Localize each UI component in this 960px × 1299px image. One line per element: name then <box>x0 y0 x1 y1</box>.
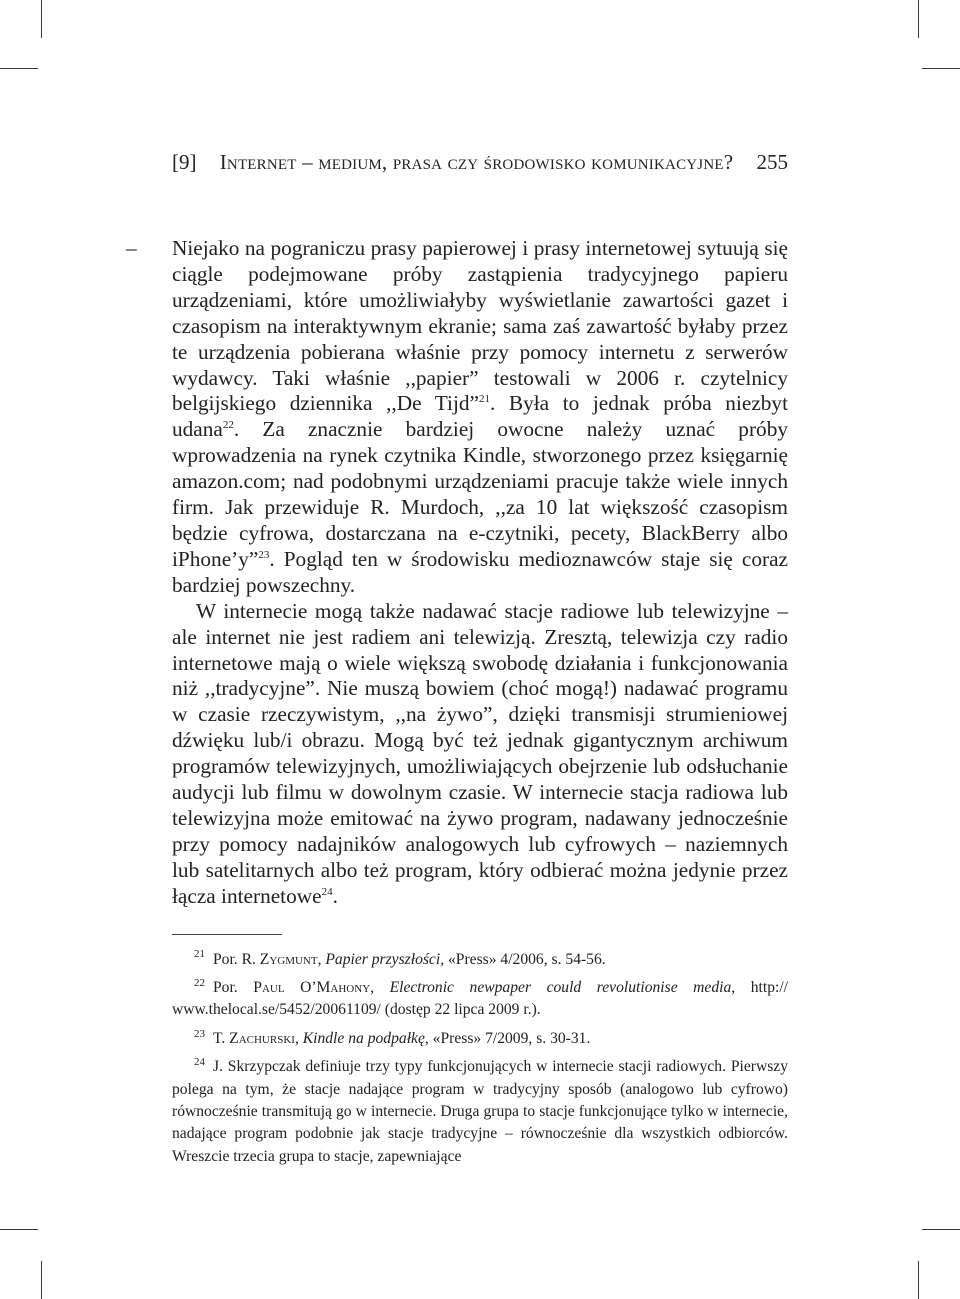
footnote-text: J. Skrzypczak definiuje trzy typy funkcjonujących w internecie stacji radiowych. Pierwszy polega na tym, że stacje nadające program w tradycyjny sposób (analogowo lub cyfrowo) równocześnie transmitują go w internecie. Druga grupa to stacje funkcjonujące tylko w internecie, nadające program podobnie jak stacje tradycyjne – równocześnie dla wszystkich odbiorców. Wreszcie trzecia grupa to stacje, zapewniające <box>172 1058 788 1165</box>
running-header <box>172 150 788 180</box>
crop-mark-top-right-horizontal <box>922 68 960 69</box>
footnote-title: Electronic newpaper could revolutionise media <box>389 978 732 996</box>
footnote-author: Paul O’Mahony <box>253 978 371 996</box>
footnote-ref-24: 24 <box>321 885 333 898</box>
footnote-text: T. <box>213 1029 230 1047</box>
footnote-text: Por. R. <box>213 950 260 968</box>
footnote-24 <box>172 1056 788 1168</box>
main-text <box>126 236 788 910</box>
paragraph-text-part: . <box>332 883 338 908</box>
book-page <box>126 150 788 1174</box>
footnote-ref-22: 22 <box>222 419 234 432</box>
footnote-number: 22 <box>194 976 205 989</box>
crop-mark-top-left-vertical <box>41 0 42 38</box>
footnote-separator-text: , <box>317 950 326 968</box>
crop-mark-bottom-left-vertical <box>41 1261 42 1299</box>
footnote-number: 24 <box>194 1056 205 1068</box>
footnote-title: Papier przyszłości <box>325 950 441 968</box>
footnote-number: 23 <box>194 1027 205 1040</box>
list-dash: – <box>126 236 137 260</box>
footnote-ref-21: 21 <box>478 393 490 406</box>
footnote-22 <box>172 977 788 1022</box>
footnote-21 <box>172 949 788 971</box>
paragraph-text-part: W internecie mogą także nadawać stacje radiowe lub telewizyjne – ale internet nie jest radiem ani telewizją. Zresztą, telewizja czy radio internetowe mają o wiele większą swobodę działania i funkcjonowania niż ,,tradycyjne”. Nie muszą bowiem (choć mogą!) nadawać programu w czasie rzeczywistym, ,,na żywo”, dzięki transmisji strumieniowej dźwięku lub/i obrazu. Mogą być też jednak gigantycznym archiwum programów telewizyjnych, umożliwiających obejrzenie lub odsłuchanie audycji lub filmu w dowolnym czasie. W internecie stacja radiowa lub telewizyjna może emitować na żywo program, nadawany jednocześnie przy pomocy nadajników analogowych lub cyfrowych – naziemnych lub satelitarnych albo też program, który odbierać można jedynie przez łącza internetowe <box>172 598 788 908</box>
footnote-text: , http:// www.thelocal.se/5452/20061109/ (dostęp 22 lipca 2009 r.). <box>172 978 788 1019</box>
footnote-text: , «Press» 7/2009, s. 30-31. <box>424 1029 591 1047</box>
footnote-separator-text: , <box>370 978 390 996</box>
indented-paragraph <box>126 236 788 599</box>
footnote-number: 21 <box>194 948 205 961</box>
footnote-ref-23: 23 <box>258 548 270 561</box>
paragraph-text-part: Niejako na pograniczu prasy papierowej i prasy internetowej sytuują się ciągle podejmowane próby zastąpienia tradycyjnego papieru urządzeniami, które umożliwiałyby wyświetlanie zawartości gazet i czasopism na interaktywnym ekranie; sama zaś zawartość byłaby przez te urządzenia pobierana właśnie przy pomocy internetu z serwerów wydawcy. Taki właśnie ,,papier” testowali w 2006 r. czytelnicy belgijskiego dziennika ,,De Tijd” <box>172 236 788 416</box>
footnote-23 <box>172 1028 788 1050</box>
crop-mark-bottom-right-vertical <box>918 1261 919 1299</box>
crop-mark-top-left-horizontal <box>0 68 38 69</box>
footnote-text: , «Press» 4/2006, s. 54-56. <box>440 950 606 968</box>
paragraph-text-part: . Była to jednak próba niezbyt udana <box>172 391 788 442</box>
crop-mark-bottom-right-horizontal <box>922 1229 960 1230</box>
footnote-author: Zachurski <box>229 1029 295 1047</box>
paragraph <box>172 599 788 910</box>
footnote-title: Kindle na podpałkę <box>302 1029 425 1047</box>
crop-mark-bottom-left-horizontal <box>0 1229 38 1230</box>
footnote-author: Zygmunt <box>259 950 318 968</box>
footnote-separator-text: , <box>294 1029 303 1047</box>
footnotes <box>172 949 788 1169</box>
running-title: Internet – medium, prasa czy środowisko komunikacyjne? <box>219 150 734 174</box>
paragraph-text-part: . Za znacznie bardziej owocne należy uznać próby wprowadzenia na rynek czytnika Kindle, stworzonego przez księgarnię amazon.com; nad podobnymi urządzeniami pracuje także wiele innych firm. Jak przewiduje R. Murdoch, ,,za 10 lat większość czasopism będzie cyfrowa, dostarczana na e-czytniki, pecety, BlackBerry albo iPhone’y” <box>172 417 788 571</box>
crop-mark-top-right-vertical <box>918 0 919 38</box>
footnote-separator <box>172 934 282 935</box>
footnote-text: Por. <box>213 978 254 996</box>
paragraph-text-part: . Pogląd ten w środowisku medioznawców staje się coraz bardziej powszechny. <box>172 546 788 597</box>
section-number: [9] <box>172 150 197 174</box>
page-number: 255 <box>756 150 788 174</box>
